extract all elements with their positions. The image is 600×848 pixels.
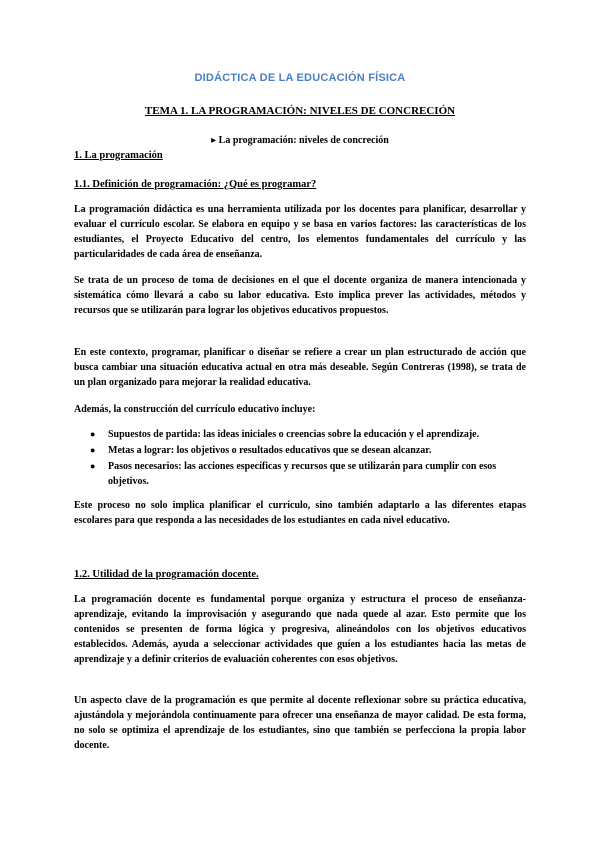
list-item: ● Metas a lograr: los objetivos o resultados educativos que se desean alcanzar. — [90, 445, 432, 456]
paragraph-4: Además, la construcción del currículo educativo incluye: — [74, 404, 316, 415]
toc-item: La programación: niveles de concreción — [218, 135, 389, 146]
section-heading: 1. La programación — [74, 150, 163, 161]
bullet-dot-icon: ● — [90, 429, 96, 439]
list-item: ● Supuestos de partida: las ideas iniciales o creencias sobre la educación y el aprendizaje. — [90, 429, 480, 440]
triangle-bullet-icon: ▸ — [211, 135, 217, 146]
paragraph-3: En este contexto, programar, planificar o diseñar se refiere a crear un plan estructurado de acción que busca cambiar una situación educativa actual en otra más deseable. Según Contreras (1998), se trata de un plan organizado para mejorar la realidad educativa. — [74, 347, 526, 388]
paragraph-7: Un aspecto clave de la programación es que permite al docente reflexionar sobre su práctica educativa, ajustándola y mejorándola continuamente para ofrecer una enseñanza de mayor calidad. De esta forma, no solo se optimiza el aprendizaje de los estudiantes, sino que también se perfecciona la propia labor docente. — [74, 695, 526, 751]
paragraph-2: Se trata de un proceso de toma de decisiones en el que el docente organiza de manera intencionada y sistemática cómo llevará a cabo su labor educativa. Esto implica prever las actividades, métodos y recursos que se utilizarán para lograr los objetivos educativos propuestos. — [74, 275, 526, 316]
topic-subtitle: TEMA 1. LA PROGRAMACIÓN: NIVELES DE CONCRECIÓN — [144, 105, 456, 117]
toc-line — [0, 135, 600, 146]
paragraph-5: Este proceso no solo implica planificar el currículo, sino también adaptarlo a las diferentes etapas escolares para que responda a las necesidades de los estudiantes en cada nivel educativo. — [74, 500, 526, 526]
subsection-heading-1-1: 1.1. Definición de programación: ¿Qué es programar? — [74, 179, 317, 190]
paragraph-6: La programación docente es fundamental porque organiza y estructura el proceso de enseñanza-aprendizaje, evitando la improvisación y asegurando que nada quede al azar. Esto permite que los contenidos se presenten de forma lógica y progresiva, alineándolos con los objetivos educativos establecidos. Además, ayuda a seleccionar actividades que guíen a los estudiantes hacia las metas de aprendizaje y a definir criterios de evaluación coherentes con esos objetivos. — [74, 594, 526, 665]
subsection-heading-1-2: 1.2. Utilidad de la programación docente. — [74, 569, 259, 580]
bullet-dot-icon: ● — [90, 445, 96, 455]
list-item: ● Pasos necesarios: las acciones específicas y recursos que se utilizarán para cumplir con esos objetivos. — [90, 461, 497, 487]
paragraph-1: La programación didáctica es una herramienta utilizada por los docentes para planificar, desarrollar y evaluar el currículo escolar. Se elabora en equipo y se basa en varios factores: las características de los estudiantes, el Proyecto Educativo del centro, los elementos fundamentales del currículo y las particularidades de cada área de enseñanza. — [74, 204, 526, 260]
bullet-list — [74, 427, 526, 490]
document-title: DIDÁCTICA DE LA EDUCACIÓN FÍSICA — [194, 72, 406, 84]
bullet-dot-icon: ● — [90, 461, 96, 471]
